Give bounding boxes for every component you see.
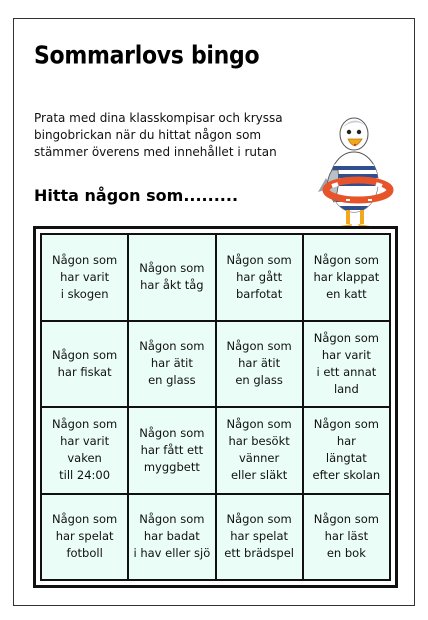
bingo-cell[interactable] bbox=[128, 407, 215, 494]
bingo-cell[interactable] bbox=[41, 321, 128, 408]
bingo-cell-label: Någon som har ätit en glass bbox=[226, 339, 292, 388]
bingo-cell-label: Någon som har fått ett myggbett bbox=[139, 425, 205, 474]
bingo-cell-label: Någon som har besökt vänner eller släkt bbox=[226, 417, 292, 483]
bingo-board bbox=[33, 226, 398, 588]
bingo-cell[interactable] bbox=[128, 234, 215, 321]
bingo-cell[interactable] bbox=[128, 321, 215, 408]
bingo-cell[interactable] bbox=[216, 407, 303, 494]
bingo-cell-label: Någon som har fiskat bbox=[52, 347, 118, 379]
bingo-cell-label: Någon som har åkt tåg bbox=[139, 261, 205, 293]
bingo-cell[interactable] bbox=[303, 321, 390, 408]
instructions-text: Prata med dina klasskompisar och kryssa bingobrickan när du hittat någon som stämmer överens med innehållet i rutan bbox=[34, 111, 283, 159]
bingo-cell-label: Någon som har varit i ett annat land bbox=[313, 330, 379, 396]
bingo-cell-label: Någon som har längtat efter skolan bbox=[312, 417, 381, 483]
bingo-cell-label: Någon som har spelat fotboll bbox=[52, 512, 118, 561]
bingo-cell[interactable] bbox=[41, 494, 128, 581]
bingo-cell[interactable] bbox=[303, 494, 390, 581]
bingo-cell-label: Någon som har varit i skogen bbox=[52, 252, 118, 301]
bingo-cell-label: Någon som har gått barfotat bbox=[226, 252, 292, 301]
section-heading: Hitta någon som......... bbox=[34, 186, 239, 205]
bingo-cell[interactable] bbox=[216, 321, 303, 408]
bingo-cell[interactable] bbox=[216, 494, 303, 581]
page-title: Sommarlovs bingo bbox=[34, 42, 260, 70]
bingo-cell-label: Någon som har badat i hav eller sjö bbox=[133, 512, 211, 561]
bingo-cell[interactable] bbox=[128, 494, 215, 581]
bingo-cell-label: Någon som har ätit en glass bbox=[139, 339, 205, 388]
seagull-lifebuoy-icon bbox=[318, 108, 398, 232]
bingo-cell[interactable] bbox=[41, 234, 128, 321]
bingo-cell-label: Någon som har läst en bok bbox=[313, 512, 379, 561]
bingo-cell[interactable] bbox=[303, 407, 390, 494]
bingo-cell-label: Någon som har varit vaken till 24:00 bbox=[52, 417, 118, 483]
bingo-cell[interactable] bbox=[216, 234, 303, 321]
bingo-cell[interactable] bbox=[303, 234, 390, 321]
bingo-grid bbox=[40, 233, 391, 581]
bingo-cell-label: Någon som har spelat ett brädspel bbox=[224, 512, 294, 561]
bingo-cell[interactable] bbox=[41, 407, 128, 494]
bingo-cell-label: Någon som har klappat en katt bbox=[313, 252, 380, 301]
